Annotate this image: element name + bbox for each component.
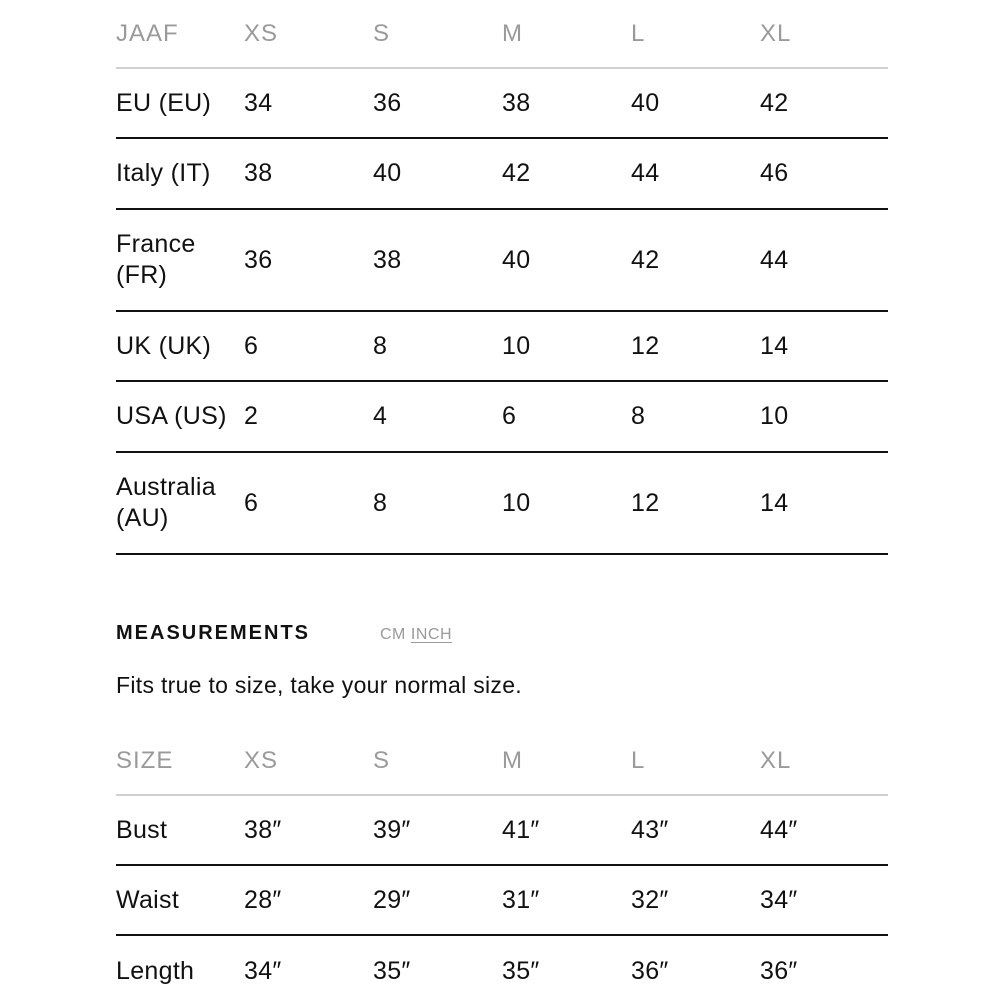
header-xs: XS — [244, 20, 279, 47]
header-l: L — [631, 746, 646, 774]
cell-s: 8 — [373, 331, 388, 360]
row-label: EU (EU) — [116, 88, 212, 117]
cell-xl: 36″ — [760, 956, 798, 985]
row-label: Australia (AU) — [116, 473, 216, 532]
cell-s: 40 — [373, 159, 402, 187]
cell-s: 36 — [373, 88, 402, 117]
cell-s: 38 — [373, 245, 402, 274]
row-label: Italy (IT) — [116, 159, 211, 187]
cell-l: 8 — [631, 402, 646, 430]
cell-xs: 34 — [244, 88, 273, 117]
table-row-france — [116, 210, 888, 312]
header-m: M — [502, 20, 523, 47]
cell-s: 35″ — [373, 956, 411, 985]
cell-xl: 44″ — [760, 815, 798, 844]
cell-l: 12 — [631, 488, 660, 517]
cell-m: 35″ — [502, 956, 540, 985]
table-row-uk — [116, 312, 888, 382]
table-row-bust — [116, 796, 888, 866]
measurements-title: MEASUREMENTS — [116, 622, 311, 644]
header-m: M — [502, 746, 523, 774]
size-conversion-table — [116, 0, 888, 555]
unit-toggle-cm[interactable]: CM — [380, 626, 406, 643]
header-xl: XL — [760, 746, 792, 774]
header-xl: XL — [760, 20, 792, 47]
table-row-eu — [116, 69, 888, 139]
header-xs: XS — [244, 746, 279, 774]
cell-xl: 42 — [760, 88, 789, 117]
cell-l: 42 — [631, 245, 660, 274]
header-size: SIZE — [116, 746, 174, 774]
cell-s: 4 — [373, 402, 388, 430]
table-row-waist — [116, 866, 888, 936]
unit-toggle-inch[interactable]: INCH — [410, 626, 452, 643]
cell-xs: 36 — [244, 245, 273, 274]
row-label: Length — [116, 956, 195, 985]
cell-s: 39″ — [373, 815, 411, 844]
row-label: USA (US) — [116, 402, 227, 430]
cell-l: 44 — [631, 159, 660, 187]
row-label: Bust — [116, 815, 168, 844]
cell-m: 6 — [502, 402, 517, 430]
cell-m: 38 — [502, 88, 531, 117]
cell-l: 36″ — [631, 956, 669, 985]
header-l: L — [631, 20, 646, 47]
cell-xs: 38″ — [244, 815, 282, 844]
cell-m: 42 — [502, 159, 531, 187]
cell-l: 12 — [631, 331, 660, 360]
cell-xs: 6 — [244, 488, 259, 517]
header-brand: JAAF — [116, 20, 179, 47]
cell-m: 40 — [502, 245, 531, 274]
cell-l: 43″ — [631, 815, 669, 844]
header-s: S — [373, 20, 391, 47]
cell-l: 40 — [631, 88, 660, 117]
cell-s: 8 — [373, 488, 388, 517]
table-row-usa — [116, 382, 888, 453]
cell-m: 31″ — [502, 885, 540, 914]
measurements-header — [116, 622, 888, 658]
measurements-table — [116, 726, 888, 1006]
cell-xl: 14 — [760, 488, 789, 517]
cell-xs: 34″ — [244, 956, 282, 985]
cell-xl: 44 — [760, 245, 789, 274]
measurements-header-row — [116, 726, 888, 796]
cell-xs: 28″ — [244, 885, 282, 914]
cell-l: 32″ — [631, 885, 669, 914]
header-s: S — [373, 746, 391, 774]
row-label: UK (UK) — [116, 331, 212, 360]
table-row-italy — [116, 139, 888, 210]
row-label: France (FR) — [116, 230, 196, 289]
cell-xl: 34″ — [760, 885, 798, 914]
cell-m: 41″ — [502, 815, 540, 844]
row-label: Waist — [116, 885, 180, 914]
cell-m: 10 — [502, 331, 531, 360]
cell-s: 29″ — [373, 885, 411, 914]
cell-xl: 10 — [760, 402, 789, 430]
cell-xs: 6 — [244, 331, 259, 360]
cell-xl: 46 — [760, 159, 789, 187]
cell-xs: 2 — [244, 402, 259, 430]
size-table-header-row — [116, 0, 888, 69]
fit-note: Fits true to size, take your normal size. — [116, 672, 522, 698]
cell-xs: 38 — [244, 159, 273, 187]
cell-m: 10 — [502, 488, 531, 517]
table-row-length — [116, 936, 888, 1006]
measurements-section — [116, 622, 888, 700]
table-row-australia — [116, 453, 888, 555]
cell-xl: 14 — [760, 331, 789, 360]
